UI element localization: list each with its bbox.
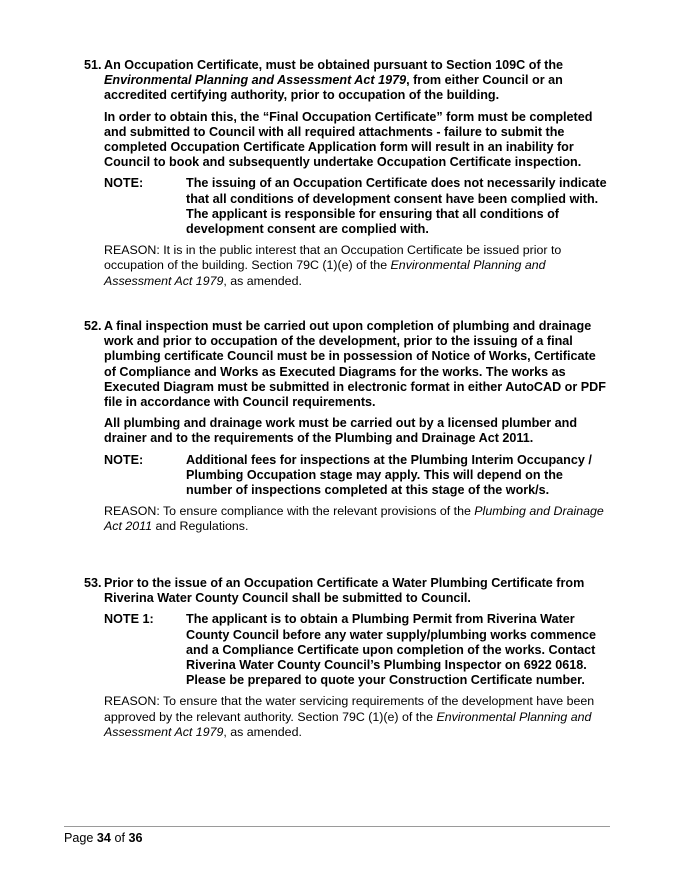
condition-text-part: , from either Council or an accredited certifying authority, prior to occupation of the building. xyxy=(104,73,563,103)
condition-52 xyxy=(84,319,608,535)
note-text: Additional fees for inspections at the Plumbing Interim Occupancy / Plumbing Occupation stage may apply. This will depend on the number of inspections completed at this stage of the work/s. xyxy=(186,452,592,498)
reason-text-part: REASON: To ensure compliance with the relevant provisions of the xyxy=(104,504,475,519)
condition-text: Prior to the issue of an Occupation Certificate a Water Plumbing Certificate from Riverina Water County Council shall be submitted to Council. xyxy=(104,576,585,606)
condition-51 xyxy=(84,58,608,289)
note-block xyxy=(104,176,608,237)
condition-text: A final inspection must be carried out upon completion of plumbing and drainage work and prior to occupation of the development, prior to the issuing of a final plumbing certificate Council must be in possession of Notice of Works, Certificate of Compliance and Works as Executed Diagrams for the works. The works as Executed Diagram must be submitted in electronic format in either AutoCAD or PDF file in accordance with Council requirements. xyxy=(104,319,606,410)
reason-text-part: REASON: To ensure that the water servicing requirements of the development have been approved by the relevant authority. Section 79C (1)(e) of the xyxy=(104,694,595,724)
footer-divider xyxy=(64,826,610,827)
condition-number: 53. xyxy=(84,576,102,590)
current-page-number: 34 xyxy=(96,831,111,845)
reason-text-part: , as amended. xyxy=(223,273,302,288)
note-block xyxy=(104,453,608,499)
page-number-footer xyxy=(64,830,142,846)
act-title: Plumbing and Drainage Act 2011 xyxy=(104,504,604,534)
note-block xyxy=(104,612,608,688)
of-word: of xyxy=(114,831,125,845)
reason-text-part: and Regulations. xyxy=(152,519,249,534)
condition-text xyxy=(104,58,608,104)
act-title: Environmental Planning and Assessment Act 1979 xyxy=(104,709,592,739)
condition-text-part: An Occupation Certificate, must be obtained pursuant to Section 109C of the xyxy=(104,58,564,72)
reason-text xyxy=(104,694,608,740)
note-label: NOTE: xyxy=(104,452,144,467)
note-label: NOTE 1: xyxy=(104,612,154,627)
reason-text-part: , as amended. xyxy=(223,724,302,739)
note-text: The issuing of an Occupation Certificate does not necessarily indicate that all conditions of development consent have been complied with. The applicant is responsible for ensuring that all conditions of development consent are complied with. xyxy=(186,176,607,237)
note-label: NOTE: xyxy=(104,176,144,191)
reason-text xyxy=(104,243,608,289)
condition-number: 52. xyxy=(84,319,102,333)
act-title: Environmental Planning and Assessment Act 1979 xyxy=(104,258,546,288)
page-word: Page xyxy=(64,831,94,845)
condition-paragraph: In order to obtain this, the “Final Occupation Certificate” form must be completed and submitted to Council with all required attachments - failure to submit the completed Occupation Certificate Application form will result in an inability for Council to book and subsequently undertake Occupation Certificate inspection. xyxy=(104,109,593,170)
condition-53 xyxy=(84,576,608,740)
condition-paragraph: All plumbing and drainage work must be carried out by a licensed plumber and drainer and to the requirements of the Plumbing and Drainage Act 2011. xyxy=(104,416,578,446)
condition-number: 51. xyxy=(84,58,102,72)
reason-text-part: REASON: It is in the public interest that an Occupation Certificate be issued prior to occupation of the building. Section 79C (1)(e) of the xyxy=(104,243,562,273)
act-title: Environmental Planning and Assessment Act 1979 xyxy=(104,73,407,88)
reason-text xyxy=(104,504,608,534)
note-text: The applicant is to obtain a Plumbing Permit from Riverina Water County Council before any water supply/plumbing works commence and a Compliance Certificate upon completion of the works. Contact Riverina Water County Council’s Plumbing Inspector on 6922 0618. Please be prepared to quote your Construction Certificate number. xyxy=(186,612,597,688)
total-pages: 36 xyxy=(128,831,143,845)
